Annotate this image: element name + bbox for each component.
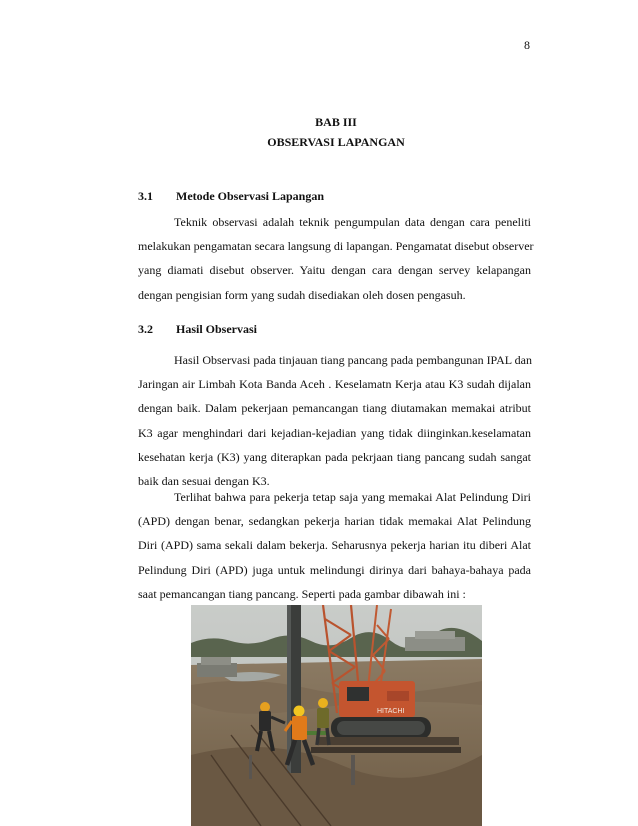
text-line: K3 agar menghindari dari kejadian-kejadian yang tidak diinginkan.keselamatan — [138, 425, 531, 440]
section-title: Metode Observasi Lapangan — [176, 189, 325, 203]
text-line: (APD) dengan benar, sedangkan pekerja harian tidak memakai Alat Pelindung — [138, 514, 531, 529]
text-line: Teknik observasi adalah teknik pengumpulan data dengan cara peneliti — [174, 215, 531, 229]
text-line: dengan baik. Dalam pekerjaan pemancangan tiang diutamakan memakai atribut — [138, 401, 531, 416]
section-heading-3-1 — [138, 189, 324, 204]
text-line: Diri (APD) sama sekali dalam bekerja. Seharusnya pekerja harian itu diberi Alat — [138, 538, 531, 553]
text-line: Hasil Observasi pada tinjauan tiang pancang pada pembangunan IPAL dan — [174, 353, 533, 367]
text-line: kesehatan kerja (K3) yang diterapkan pada pekrjaan tiang pancang sudah sangat — [138, 449, 531, 464]
text-line: Terlihat bahwa para pekerja tetap saja yang memakai Alat Pelindung Diri — [174, 490, 531, 504]
text-line: dengan pengisian form yang sudah disediakan oleh dosen pengasuh. — [138, 287, 466, 302]
text-line: melakukan pengamatan secara langsung di lapangan. Pengamatat disebut observer — [138, 239, 534, 254]
section-number: 3.2 — [138, 322, 153, 336]
section-heading-3-2 — [138, 322, 257, 337]
paragraph-hasil-2 — [138, 485, 531, 606]
page-number: 8 — [524, 38, 530, 52]
text-line: Jaringan air Limbah Kota Banda Aceh . Keselamatn Kerja atau K3 sudah dijalan — [138, 377, 531, 392]
svg-text:HITACHI: HITACHI — [377, 708, 405, 715]
text-line: baik dan sesuai dengan K3. — [138, 474, 270, 489]
chapter-label: BAB III — [315, 115, 357, 129]
construction-site-photo — [191, 605, 482, 826]
chapter-title: OBSERVASI LAPANGAN — [267, 135, 405, 149]
section-title: Hasil Observasi — [176, 322, 258, 336]
chapter-heading — [0, 112, 638, 152]
text-line: yang diamati disebut observer. Yaitu dengan cara dengan servey kelapangan — [138, 263, 531, 278]
text-line: Pelindung Diri (APD) juga untuk melindungi dirinya dari bahaya-bahaya pada — [138, 562, 531, 577]
paragraph-hasil-1 — [138, 348, 531, 493]
text-line: saat pemancangan tiang pancang. Seperti pada gambar dibawah ini : — [138, 586, 466, 601]
paragraph-metode — [138, 210, 534, 307]
section-number: 3.1 — [138, 189, 153, 203]
